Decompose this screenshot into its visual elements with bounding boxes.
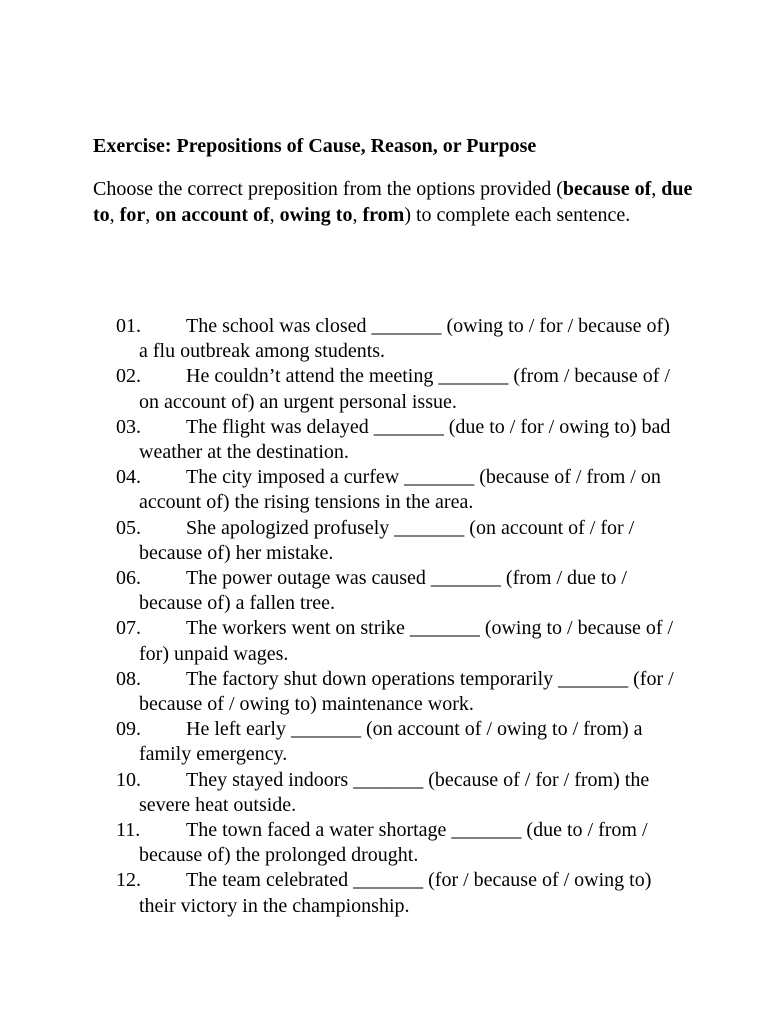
item-sentence: The town faced a water shortage _______ (due to / from / because of) the prolonged drought. (139, 819, 648, 867)
item-sentence: The factory shut down operations temporarily _______ (for / because of / owing to) maintenance work. (139, 667, 674, 716)
exercise-list (116, 314, 676, 919)
instructions-lead: Choose the correct preposition from the options provided ( (93, 178, 563, 200)
option-separator: , (145, 204, 156, 226)
option-because-of: because of (562, 178, 652, 200)
item-number: 01. (116, 315, 141, 337)
exercise-item (116, 415, 676, 465)
exercise-item (116, 616, 676, 666)
instructions-tail: ) to complete each sentence. (404, 204, 631, 226)
item-number: 04. (116, 466, 141, 489)
option-owing-to: owing to (279, 204, 353, 226)
option-separator: , (651, 178, 662, 200)
option-on-account-of: on account of (155, 204, 270, 226)
item-sentence: The flight was delayed _______ (due to / for / owing to) bad weather at the destination. (139, 415, 671, 464)
item-number: 08. (116, 667, 141, 690)
item-sentence: The city imposed a curfew _______ (because of / from / on account of) the rising tensions in the area. (139, 466, 661, 514)
option-separator: , (269, 204, 280, 226)
item-number: 03. (116, 415, 141, 438)
item-number: 02. (116, 365, 141, 388)
exercise-item (116, 818, 676, 868)
exercise-title: Exercise: Prepositions of Cause, Reason, or Purpose (93, 135, 537, 157)
exercise-item (116, 768, 676, 818)
item-sentence: The school was closed _______ (owing to / for / because of) a flu outbreak among students. (139, 315, 670, 363)
exercise-item (116, 516, 676, 566)
item-number: 12. (116, 869, 141, 892)
option-from: from (362, 204, 405, 226)
item-sentence: The workers went on strike _______ (owing to / because of / for) unpaid wages. (139, 617, 674, 665)
option-for: for (119, 204, 146, 226)
item-number: 10. (116, 768, 141, 791)
item-sentence: He left early _______ (on account of / owing to / from) a family emergency. (139, 718, 643, 766)
exercise-item (116, 465, 676, 515)
option-separator: , (109, 204, 120, 226)
item-sentence: She apologized profusely _______ (on account of / for / because of) her mistake. (139, 516, 635, 564)
exercise-item (116, 566, 676, 616)
exercise-item (116, 364, 676, 414)
option-separator: , (352, 204, 363, 226)
item-number: 05. (116, 516, 141, 539)
item-number: 07. (116, 617, 141, 640)
item-number: 11. (116, 819, 141, 842)
exercise-item (116, 667, 676, 717)
exercise-item (116, 717, 676, 767)
item-sentence: They stayed indoors _______ (because of / for / from) the severe heat outside. (139, 768, 650, 816)
item-sentence: The power outage was caused _______ (from / due to / because of) a fallen tree. (139, 567, 627, 615)
item-number: 06. (116, 567, 141, 590)
instructions-paragraph (93, 176, 693, 228)
exercise-item (116, 314, 676, 364)
exercise-item (116, 868, 676, 918)
item-sentence: The team celebrated _______ (for / because of / owing to) their victory in the championship. (139, 869, 652, 917)
option-due-to: due to (93, 178, 693, 226)
item-number: 09. (116, 718, 141, 741)
item-sentence: He couldn’t attend the meeting _______ (from / because of / on account of) an urgent personal issue. (139, 365, 670, 413)
